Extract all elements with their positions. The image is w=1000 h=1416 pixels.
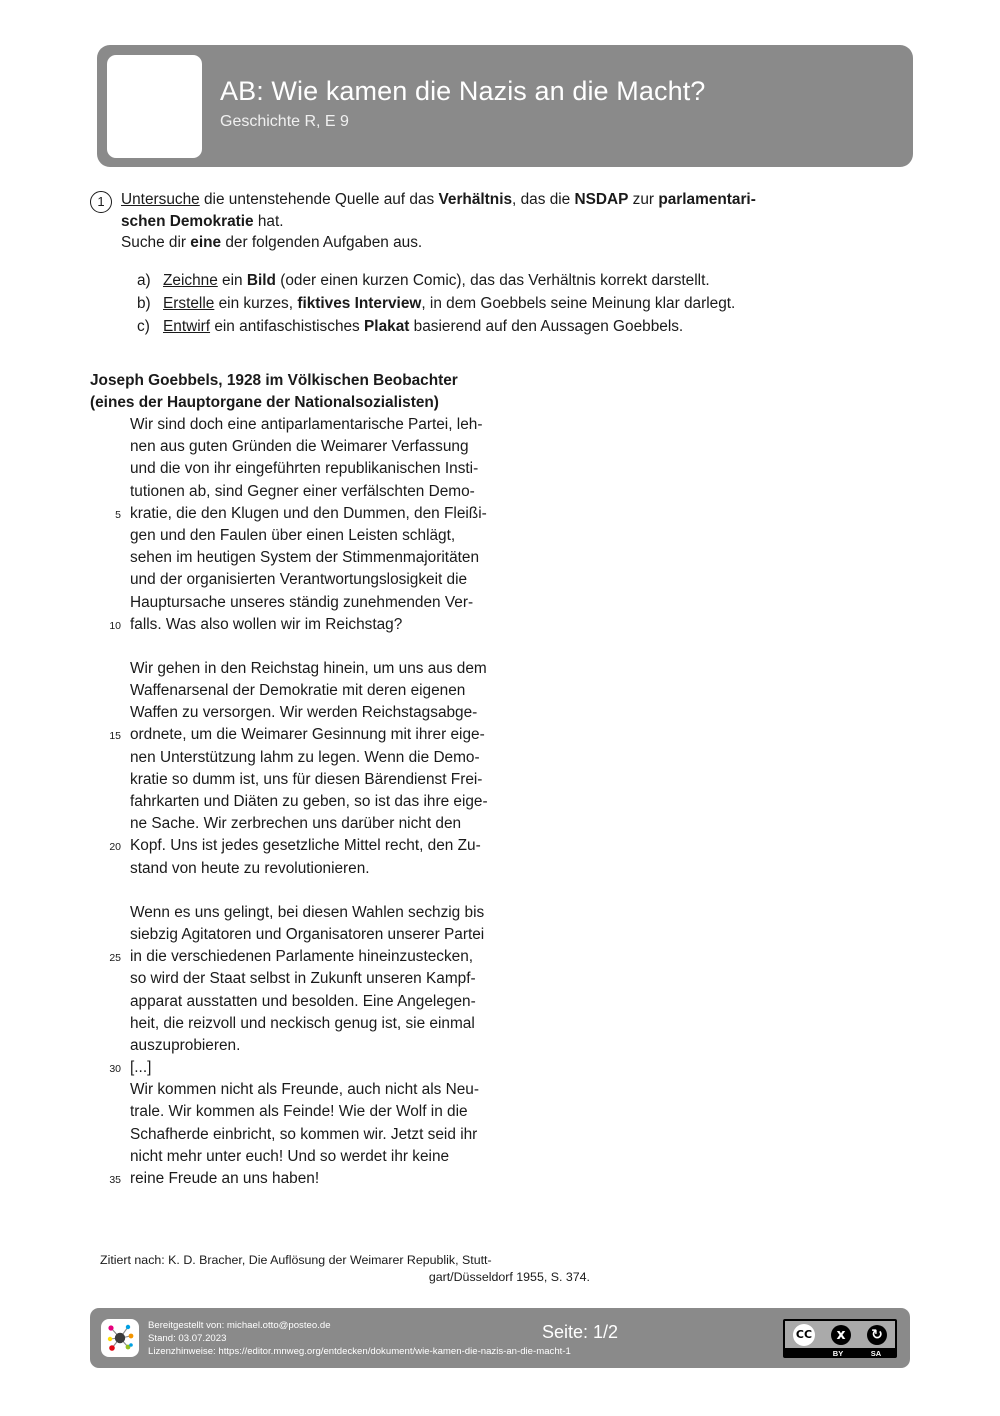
header-text-group: [220, 76, 705, 137]
task-line-3: [121, 232, 756, 254]
quote-line-text: fahrkarten und Diäten zu geben, so ist das ihre eige-: [130, 793, 488, 810]
task-block: [90, 189, 940, 338]
quote-line: [90, 458, 610, 480]
quote-line-text: auszuprobieren.: [130, 1036, 241, 1054]
quote-line: [90, 858, 610, 880]
quote-line-number: 20: [109, 841, 121, 854]
quote-line: [90, 481, 610, 503]
task-verb: Untersuche: [121, 191, 200, 208]
quote-line: [90, 436, 610, 458]
quote-line-text: [...]: [130, 1059, 152, 1077]
quote-line-text: Waffen zu versorgen. Wir werden Reichstagsabge-: [130, 704, 478, 722]
quote-line-text: Wir gehen in den Reichstag hinein, um uns aus dem: [130, 659, 487, 677]
mnweg-logo-icon: [101, 1319, 139, 1357]
quote-line-text: ordnete, um die Weimarer Gesinnung mit ihrer eige-: [130, 726, 485, 744]
quote-line-text: und der organisierten Verantwortungslosigkeit die: [130, 571, 468, 589]
quote-line: [90, 1013, 610, 1035]
quote-line: [90, 791, 610, 813]
footer-provided-by: Bereitgestellt von: michael.otto@posteo.de: [148, 1319, 331, 1331]
subtask-label-c: c): [137, 317, 150, 335]
cc-badge-labels: [785, 1348, 895, 1358]
quote-line-number: 5: [115, 508, 121, 521]
subtask-list: [137, 269, 940, 338]
quote-line: [90, 680, 610, 702]
subtask-mid-b: ein kurzes,: [214, 294, 298, 312]
quote-line-text: reine Freude an uns haben!: [130, 1170, 320, 1187]
subtask-bold-b: fiktives Interview: [297, 294, 422, 312]
quote-line: [90, 991, 610, 1013]
page-title: AB: Wie kamen die Nazis an die Macht?: [220, 75, 706, 106]
quote-line-text: heit, die reizvoll und neckisch genug ist, sie einmal: [130, 1014, 475, 1032]
quote-line-text: so wird der Staat selbst in Zukunft unseren Kampf-: [130, 970, 476, 988]
quote-line-text: trale. Wir kommen als Feinde! Wie der Wolf in die: [130, 1103, 468, 1121]
document-footer: [90, 1308, 910, 1368]
task-bold-nsdap: NSDAP: [574, 191, 629, 208]
task-body: [121, 189, 756, 254]
quote-line-text: Schafherde einbricht, so kommen wir. Jetzt seid ihr: [130, 1125, 478, 1143]
quote-line-number: 35: [109, 1174, 121, 1186]
quote-line-text: falls. Was also wollen wir im Reichstag?: [130, 615, 403, 633]
quote-line-text: kratie so dumm ist, uns für diesen Bärendienst Frei-: [130, 770, 483, 788]
quote-line: [90, 702, 610, 724]
quote-line: [90, 414, 610, 436]
quote-paragraph: [90, 658, 610, 880]
footer-metadata: [148, 1319, 571, 1358]
quote-line-text: und die von ihr eingeführten republikanischen Insti-: [130, 460, 479, 478]
subtask-item-c: [137, 315, 940, 338]
quote-line-text: tutionen ab, sind Gegner einer verfälschten Demo-: [130, 482, 475, 500]
task-text-aufgaben: der folgenden Aufgaben aus.: [221, 234, 423, 251]
source-heading: [90, 370, 630, 414]
source-heading-line-1: Joseph Goebbels, 1928 im Völkischen Beobachter: [90, 372, 458, 389]
quote-line: [90, 1035, 610, 1057]
quote-paragraph: [90, 414, 610, 636]
task-line-1: [121, 189, 756, 211]
task-bold-eine: eine: [190, 234, 222, 251]
task-bold-verhaeltnis: Verhältnis: [438, 191, 513, 208]
task-text-e: zur: [628, 191, 659, 208]
cc-sa-icon: ↻: [867, 1325, 887, 1345]
quote-line: [90, 614, 610, 636]
quote-line-number: 10: [109, 619, 121, 632]
task-text-a: die untenstehende Quelle auf das: [199, 191, 439, 208]
quote-line-text: gen und den Faulen über einen Leisten schlägt,: [130, 526, 456, 544]
quote-line-text: siebzig Agitatoren und Organisatoren unserer Partei: [130, 925, 485, 943]
subtask-text-a: [163, 269, 710, 292]
task-row: [90, 189, 940, 254]
quote-line-number: 30: [109, 1063, 121, 1076]
quote-line: [90, 835, 610, 857]
subtask-text-c: [163, 315, 683, 338]
header-thumbnail-placeholder: [107, 55, 202, 158]
quote-line: [90, 924, 610, 946]
quote-line-text: kratie, die den Klugen und den Dummen, den Fleißi-: [130, 504, 487, 522]
citation-line-1: Zitiert nach: K. D. Bracher, Die Auflösung der Weimarer Republik, Stutt-: [100, 1253, 492, 1267]
quote-line: [90, 1079, 610, 1101]
quote-line: [90, 902, 610, 924]
subtask-verb-a: Zeichne: [163, 271, 218, 289]
page-subtitle: Geschichte R, E 9: [220, 112, 349, 130]
subtask-rest-c: basierend auf den Aussagen Goebbels.: [409, 317, 684, 335]
quote-line-number: 15: [109, 730, 121, 743]
subtask-item-a: [137, 269, 940, 292]
task-text-suche: Suche dir: [121, 234, 191, 251]
subtask-bold-c: Plakat: [364, 317, 410, 335]
cc-icon: CC: [793, 1324, 815, 1346]
source-citation: [100, 1252, 590, 1286]
task-line-2: [121, 211, 756, 233]
subtask-verb-c: Entwirf: [163, 317, 211, 335]
task-text-c: , das die: [512, 191, 575, 208]
quote-line: [90, 769, 610, 791]
quote-line: [90, 1146, 610, 1168]
quote-line: [90, 1057, 610, 1079]
citation-line-2: gart/Düsseldorf 1955, S. 374.: [428, 1270, 590, 1284]
quote-line: [90, 946, 610, 968]
cc-by-label: BY: [832, 1348, 844, 1358]
subtask-label-b: b): [137, 294, 151, 312]
quote-line: [90, 658, 610, 680]
subtask-text-b: [163, 292, 735, 315]
quote-line: [90, 547, 610, 569]
task-text-hat: hat.: [253, 212, 284, 230]
subtask-item-b: [137, 292, 940, 315]
subtask-verb-b: Erstelle: [163, 294, 215, 312]
quote-line: [90, 724, 610, 746]
quote-line-text: Kopf. Uns ist jedes gesetzliche Mittel recht, den Zu-: [130, 837, 481, 855]
quote-line: [90, 1101, 610, 1123]
quote-line: [90, 1124, 610, 1146]
cc-badge-icons: [785, 1321, 895, 1348]
quote-line-text: nicht mehr unter euch! Und so werdet ihr keine: [130, 1147, 450, 1165]
page-indicator: Seite: 1/2: [542, 1322, 619, 1342]
subtask-bold-a: Bild: [246, 271, 276, 289]
quote-line-text: Wir kommen nicht als Freunde, auch nicht als Neu-: [130, 1081, 479, 1099]
quote-line-text: Wenn es uns gelingt, bei diesen Wahlen sechzig bis: [130, 903, 485, 921]
subtask-mid-a: ein: [217, 271, 247, 289]
quote-line: [90, 747, 610, 769]
quote-line: [90, 569, 610, 591]
creative-commons-badge: [783, 1319, 897, 1358]
document-header: [97, 45, 913, 167]
quote-line-text: nen Unterstützung lahm zu legen. Wenn die Demo-: [130, 748, 480, 766]
cc-by-icon: x: [831, 1325, 851, 1345]
subtask-rest-a: (oder einen kurzen Comic), das das Verhältnis korrekt darstellt.: [275, 271, 710, 289]
quote-line: [90, 525, 610, 547]
task-bold-parlamentarisch-2: schen Demokratie: [121, 212, 254, 230]
quote-line-text: Wir sind doch eine antiparlamentarische Partei, leh-: [130, 416, 483, 433]
footer-license-note[interactable]: Lizenzhinweise: https://editor.mnweg.org/entdecken/dokument/wie-kamen-die-nazis-an-die-macht-1: [148, 1345, 571, 1357]
quote-line-text: stand von heute zu revolutionieren.: [130, 859, 370, 877]
subtask-label-a: a): [137, 271, 151, 289]
quote-line-text: nen aus guten Gründen die Weimarer Verfassung: [130, 438, 469, 456]
quote-line: [90, 968, 610, 990]
quote-line: [90, 1168, 610, 1190]
cc-sa-label: SA: [870, 1348, 882, 1358]
source-quote: [90, 414, 610, 1190]
quote-line: [90, 592, 610, 614]
quote-paragraph: [90, 902, 610, 1190]
quote-line-text: apparat ausstatten und besolden. Eine Angelegen-: [130, 992, 476, 1010]
subtask-mid-c: ein antifaschistisches: [210, 317, 365, 335]
quote-line-text: Hauptursache unseres ständig zunehmenden Ver-: [130, 593, 474, 611]
quote-line-text: ne Sache. Wir zerbrechen uns darüber nicht den: [130, 815, 462, 833]
quote-line-text: Waffenarsenal der Demokratie mit deren eigenen: [130, 682, 466, 700]
task-number-badge: 1: [90, 191, 112, 213]
quote-line-number: 25: [109, 952, 121, 965]
quote-line: [90, 503, 610, 525]
quote-line-text: sehen im heutigen System der Stimmenmajoritäten: [130, 549, 480, 567]
subtask-rest-b: , in dem Goebbels seine Meinung klar darlegt.: [421, 294, 736, 312]
quote-line: [90, 813, 610, 835]
task-bold-parlamentarisch-1: parlamentari-: [658, 191, 756, 208]
footer-date: Stand: 03.07.2023: [148, 1332, 227, 1344]
quote-line-text: in die verschiedenen Parlamente hineinzustecken,: [130, 948, 474, 966]
source-heading-line-2: (eines der Hauptorgane der Nationalsozialisten): [90, 394, 439, 411]
